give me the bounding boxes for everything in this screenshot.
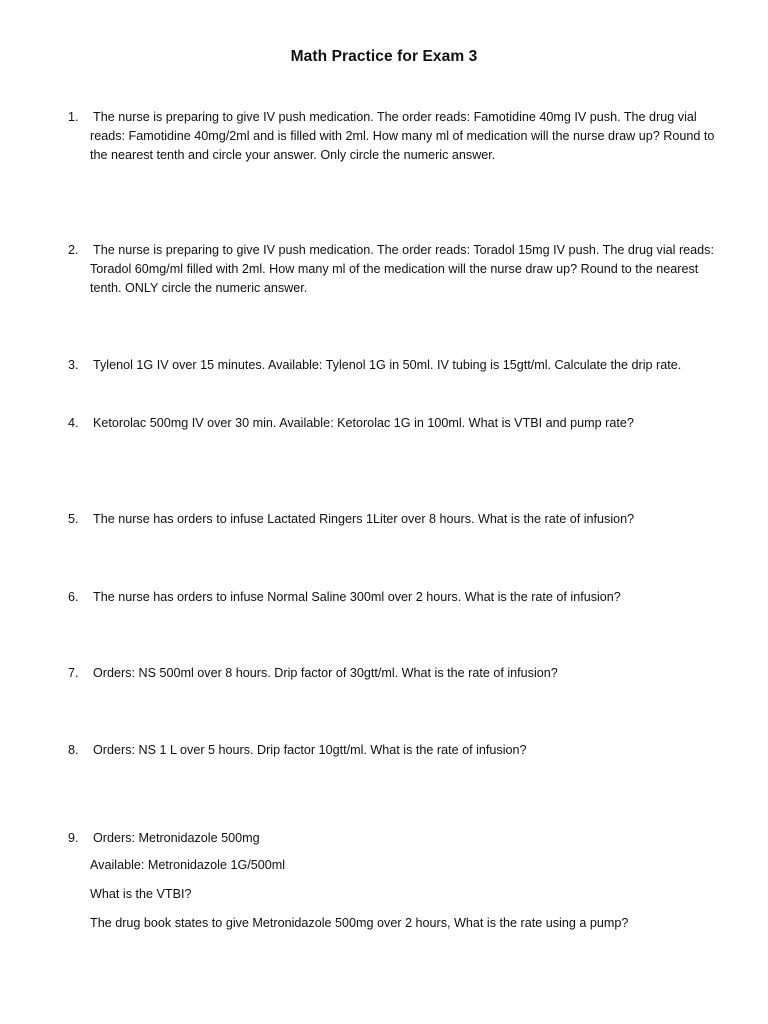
question-text: The nurse has orders to infuse Normal Saline 300ml over 2 hours. What is the rate of infusion? <box>93 590 621 604</box>
question-number: 4. <box>68 416 79 430</box>
question-number: 1. <box>68 110 79 124</box>
question-5 <box>68 510 728 529</box>
question-2 <box>68 241 728 298</box>
question-number: 5. <box>68 512 79 526</box>
question-text: Orders: NS 500ml over 8 hours. Drip factor of 30gtt/ml. What is the rate of infusion? <box>93 666 558 680</box>
question-9-line: What is the VTBI? <box>90 887 192 901</box>
question-text: Tylenol 1G IV over 15 minutes. Available: Tylenol 1G in 50ml. IV tubing is 15gtt/ml. Calculate the drip rate. <box>93 358 682 372</box>
question-1 <box>68 108 728 165</box>
question-number: 6. <box>68 590 79 604</box>
question-9-line: The drug book states to give Metronidazole 500mg over 2 hours, What is the rate using a pump? <box>90 916 629 930</box>
question-6 <box>68 588 728 607</box>
question-7 <box>68 664 728 683</box>
question-text: The nurse has orders to infuse Lactated Ringers 1Liter over 8 hours. What is the rate of infusion? <box>93 512 635 526</box>
question-number: 2. <box>68 243 79 257</box>
question-3 <box>68 356 728 375</box>
question-9 <box>68 829 728 848</box>
question-4 <box>68 414 728 433</box>
question-number: 9. <box>68 831 79 845</box>
question-9-line: Available: Metronidazole 1G/500ml <box>90 858 286 872</box>
page-title: Math Practice for Exam 3 <box>290 48 478 65</box>
question-text: Orders: NS 1 L over 5 hours. Drip factor 10gtt/ml. What is the rate of infusion? <box>93 743 527 757</box>
question-text: The nurse is preparing to give IV push medication. The order reads: Toradol 15mg IV push. The drug vial reads: Toradol 60mg/ml filled with 2ml. How many ml of the medication will the nurse draw up? Round to the nearest tenth. ONLY circle the numeric answer. <box>90 243 714 295</box>
question-8 <box>68 741 728 760</box>
question-number: 3. <box>68 358 79 372</box>
question-text: Ketorolac 500mg IV over 30 min. Available: Ketorolac 1G in 100ml. What is VTBI and pump rate? <box>93 416 634 430</box>
question-number: 7. <box>68 666 79 680</box>
question-text: The nurse is preparing to give IV push medication. The order reads: Famotidine 40mg IV push. The drug vial reads: Famotidine 40mg/2ml and is filled with 2ml. How many ml of medication will the nurse draw up? Round to the nearest tenth and circle your answer. Only circle the numeric answer. <box>90 110 715 162</box>
question-number: 8. <box>68 743 79 757</box>
question-text: Orders: Metronidazole 500mg <box>93 831 260 845</box>
